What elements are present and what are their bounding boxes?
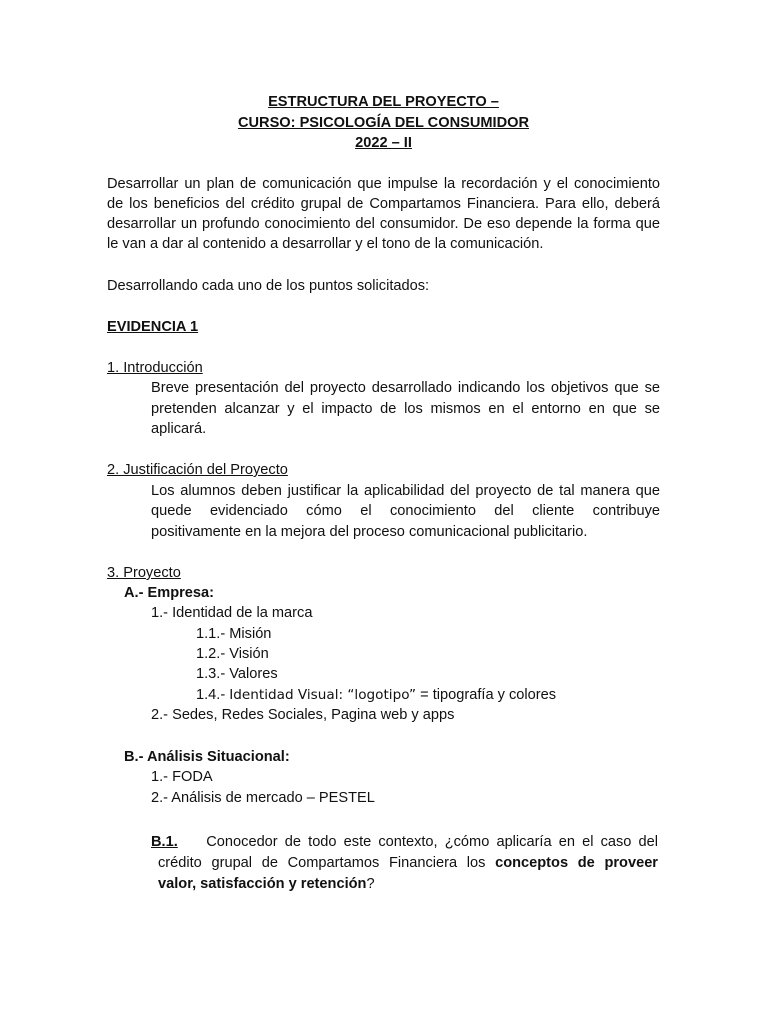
list-item: 1.- FODA [151,769,213,785]
evidence-heading: EVIDENCIA 1 [107,319,199,335]
section-1-line-2: pretenden alcanzar y el impacto de los mismos en el entorno en que se [151,401,660,417]
section-2-line-2: quede evidenciado cómo el conocimiento del cliente contribuye [151,503,660,519]
b1-emphasis: conceptos de proveer [495,855,658,871]
b1-label: B.1. [151,834,178,850]
section-1-line-3: aplicará. [151,421,207,437]
section-2-line-1: Los alumnos deben justificar la aplicabilidad del proyecto de tal manera que [151,483,660,499]
section-1-line-1: Breve presentación del proyecto desarrollado indicando los objetivos que se [151,380,660,396]
section-3-title: 3. Proyecto [107,565,181,581]
section-a-heading: A.- Empresa: [124,585,215,601]
section-b-heading: B.- Análisis Situacional: [124,749,290,765]
header-line-3: 2022 – II [355,135,412,151]
list-item-prefix: 1.4.- [196,687,230,703]
visual-identity-text: Identidad Visual: “logotipo” [229,687,417,703]
list-item-suffix: = tipografía y colores [416,687,557,703]
intro-line-4: le van a dar al contenido a desarrollar y el tono de la comunicación. [107,236,544,252]
b1-emphasis: valor, satisfacción y retención [158,876,367,892]
b1-text: Conocedor de todo este contexto, ¿cómo aplicaría en el caso del [206,834,658,850]
header-line-1: ESTRUCTURA DEL PROYECTO – [268,94,499,110]
b1-text: crédito grupal de Compartamos Financiera los [158,855,496,871]
list-item: 2.- Sedes, Redes Sociales, Pagina web y apps [151,707,455,723]
section-2-title: 2. Justificación del Proyecto [107,462,288,478]
intro-line-1: Desarrollar un plan de comunicación que impulse la recordación y el conocimiento [107,176,660,192]
list-item: 2.- Análisis de mercado – PESTEL [151,790,375,806]
list-item: 1.2.- Visión [196,646,269,662]
intro-points: Desarrollando cada uno de los puntos solicitados: [107,278,430,294]
intro-line-3: desarrollar un profundo conocimiento del consumidor. De eso depende la forma que [107,216,660,232]
b1-question-line-3 [158,874,658,894]
b1-text: ? [366,876,375,892]
list-item: 1.3.- Valores [196,666,278,682]
b1-question-line-2 [158,853,658,873]
b1-question-line-1 [151,832,658,852]
section-1-title: 1. Introducción [107,360,203,376]
header-line-2: CURSO: PSICOLOGÍA DEL CONSUMIDOR [237,115,530,131]
list-item [196,685,660,705]
intro-line-2: de los beneficios del crédito grupal de Compartamos Financiera. Para ello, deberá [107,196,660,212]
section-2-line-3: positivamente en la mejora del proceso comunicacional publicitario. [151,524,588,540]
list-item: 1.- Identidad de la marca [151,605,313,621]
list-item: 1.1.- Misión [196,626,272,642]
